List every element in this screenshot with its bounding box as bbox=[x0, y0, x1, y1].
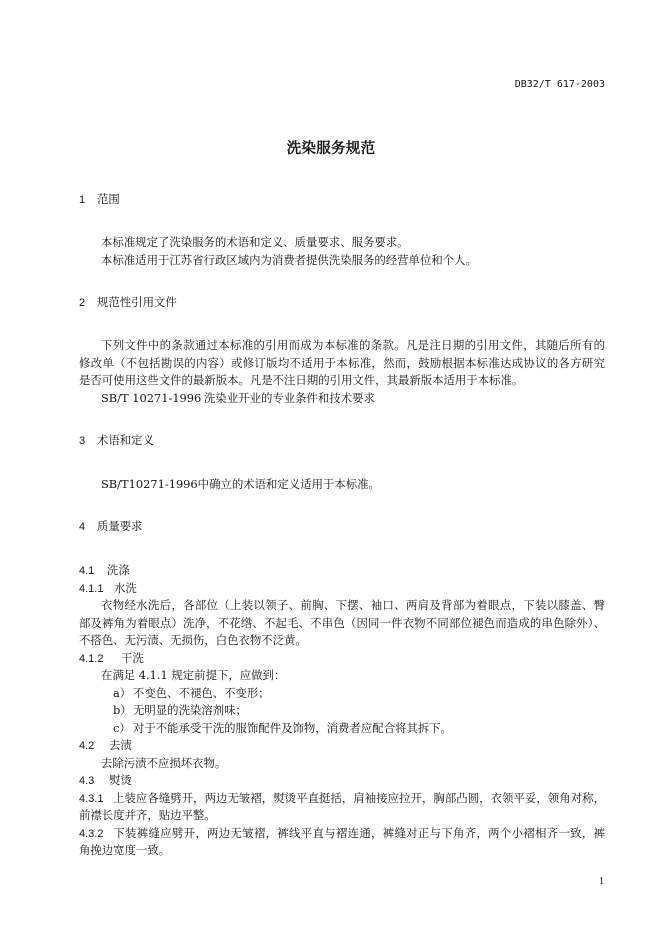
reference-code: SB/T 10271-1996 bbox=[101, 390, 202, 405]
subsection-title: 洗涤 bbox=[107, 563, 130, 577]
document-code: DB32/T 617-2003 bbox=[514, 79, 605, 90]
paragraph-line: 修改单（不包括勘误的内容）或修订版均不适用于本标准，然而，鼓励根据本标准达成协议的各方研究 bbox=[79, 355, 605, 370]
clause-number: 4.3.2 bbox=[79, 827, 104, 840]
subsection-title: 去渍 bbox=[109, 738, 132, 752]
clause-heading-water-wash bbox=[79, 580, 605, 598]
clause-heading-dry-clean bbox=[79, 650, 605, 668]
paragraph-line: SB/T10271-1996中确立的术语和定义适用于本标准。 bbox=[101, 477, 380, 491]
paragraph-line: 前襟长度并齐，贴边平整。 bbox=[79, 808, 216, 822]
list-item bbox=[79, 685, 605, 703]
paragraph-line: 下列文件中的条款通过本标准的引用而成为本标准的条款。凡是注日期的引用文件，其随后所有的 bbox=[101, 338, 605, 352]
section-number: 1 bbox=[79, 194, 86, 206]
paragraph-line: 不搭色、无污渍、无损伤，白色衣物不泛黄。 bbox=[79, 633, 307, 647]
list-label: a） bbox=[113, 685, 132, 700]
section-heading-terms bbox=[79, 432, 605, 450]
clause-title: 干洗 bbox=[121, 650, 144, 665]
section-title: 规范性引用文件 bbox=[97, 295, 177, 309]
paragraph-line: 部及裤角为着眼点）洗净，不花绺、不起毛、不串色（因同一件衣物不同部位褪色而造成的串色除外）、 bbox=[79, 615, 605, 630]
reference-entry bbox=[79, 390, 605, 408]
subsection-heading-ironing bbox=[79, 772, 605, 790]
section-title: 质量要求 bbox=[97, 519, 143, 533]
section-heading-quality bbox=[79, 518, 605, 536]
section-title: 术语和定义 bbox=[97, 433, 154, 447]
clause-number: 4.3.1 bbox=[79, 792, 104, 805]
clause-text: 下装裤缝应劈开，两边无皱褶，裤线平直与褶连通，裤缝对正与下角齐，两个小褶相齐一致，裤 bbox=[113, 825, 605, 840]
section-heading-references bbox=[79, 294, 605, 312]
document-title: 洗染服务规范 bbox=[286, 141, 376, 157]
subsection-title: 熨烫 bbox=[109, 773, 132, 787]
list-item bbox=[79, 702, 605, 720]
section-heading-scope bbox=[79, 191, 605, 209]
paragraph-line: 本标准规定了洗染服务的术语和定义、质量要求、服务要求。 bbox=[101, 235, 409, 249]
subsection-number: 4.1 bbox=[79, 565, 95, 577]
list-text: 对于不能承受干洗的服饰配件及饰物，消费者应配合将其拆下。 bbox=[133, 720, 452, 735]
subsection-heading-washing bbox=[79, 562, 605, 580]
page-number: 1 bbox=[599, 876, 604, 887]
clause-text: 上装应各缝劈开，两边无皱褶，熨烫平直挺括，肩袖接应拉开，胸部凸圆，衣领平妥，领角对称， bbox=[113, 790, 605, 805]
list-text: 不变色、不褪色、不变形； bbox=[133, 685, 270, 700]
clause-title: 水洗 bbox=[114, 580, 137, 595]
subsection-heading-stain-removal bbox=[79, 737, 605, 755]
subsection-number: 4.3 bbox=[79, 775, 95, 787]
list-item bbox=[79, 720, 605, 738]
list-label: b） bbox=[113, 703, 132, 717]
reference-name: 洗染业开业的专业条件和技术要求 bbox=[204, 390, 375, 405]
subsection-number: 4.2 bbox=[79, 740, 95, 752]
paragraph-line: 是否可使用这些文件的最新版本。凡是不注日期的引用文件，其最新版本适用于本标准。 bbox=[79, 373, 524, 387]
paragraph-line: 衣物经水洗后，各部位（上装以领子、前胸、下摆、袖口、两肩及背部为着眼点，下装以膝盖、臀 bbox=[101, 598, 605, 612]
list-label: c） bbox=[113, 720, 131, 735]
paragraph-line: 在满足 4.1.1 规定前提下，应做到： bbox=[101, 668, 286, 682]
clause-line bbox=[79, 825, 605, 843]
section-number: 3 bbox=[79, 435, 86, 447]
paragraph-line: 本标准适用于江苏省行政区域内为消费者提供洗染服务的经营单位和个人。 bbox=[101, 252, 477, 267]
paragraph-line: 角挽边宽度一致。 bbox=[79, 843, 171, 857]
scope-paragraphs bbox=[79, 234, 605, 269]
references-paragraph bbox=[79, 337, 605, 407]
section-number: 2 bbox=[79, 297, 86, 309]
terms-paragraph bbox=[79, 476, 605, 494]
paragraph-line: 去除污渍不应损坏衣物。 bbox=[101, 755, 227, 770]
section-number: 4 bbox=[79, 521, 86, 533]
quality-requirements bbox=[79, 562, 605, 860]
list-text: 无明显的洗染溶剂味； bbox=[133, 703, 247, 717]
clause-number: 4.1.2 bbox=[79, 652, 104, 665]
clause-line bbox=[79, 790, 605, 808]
clause-number: 4.1.1 bbox=[79, 582, 104, 595]
section-title: 范围 bbox=[97, 192, 120, 206]
